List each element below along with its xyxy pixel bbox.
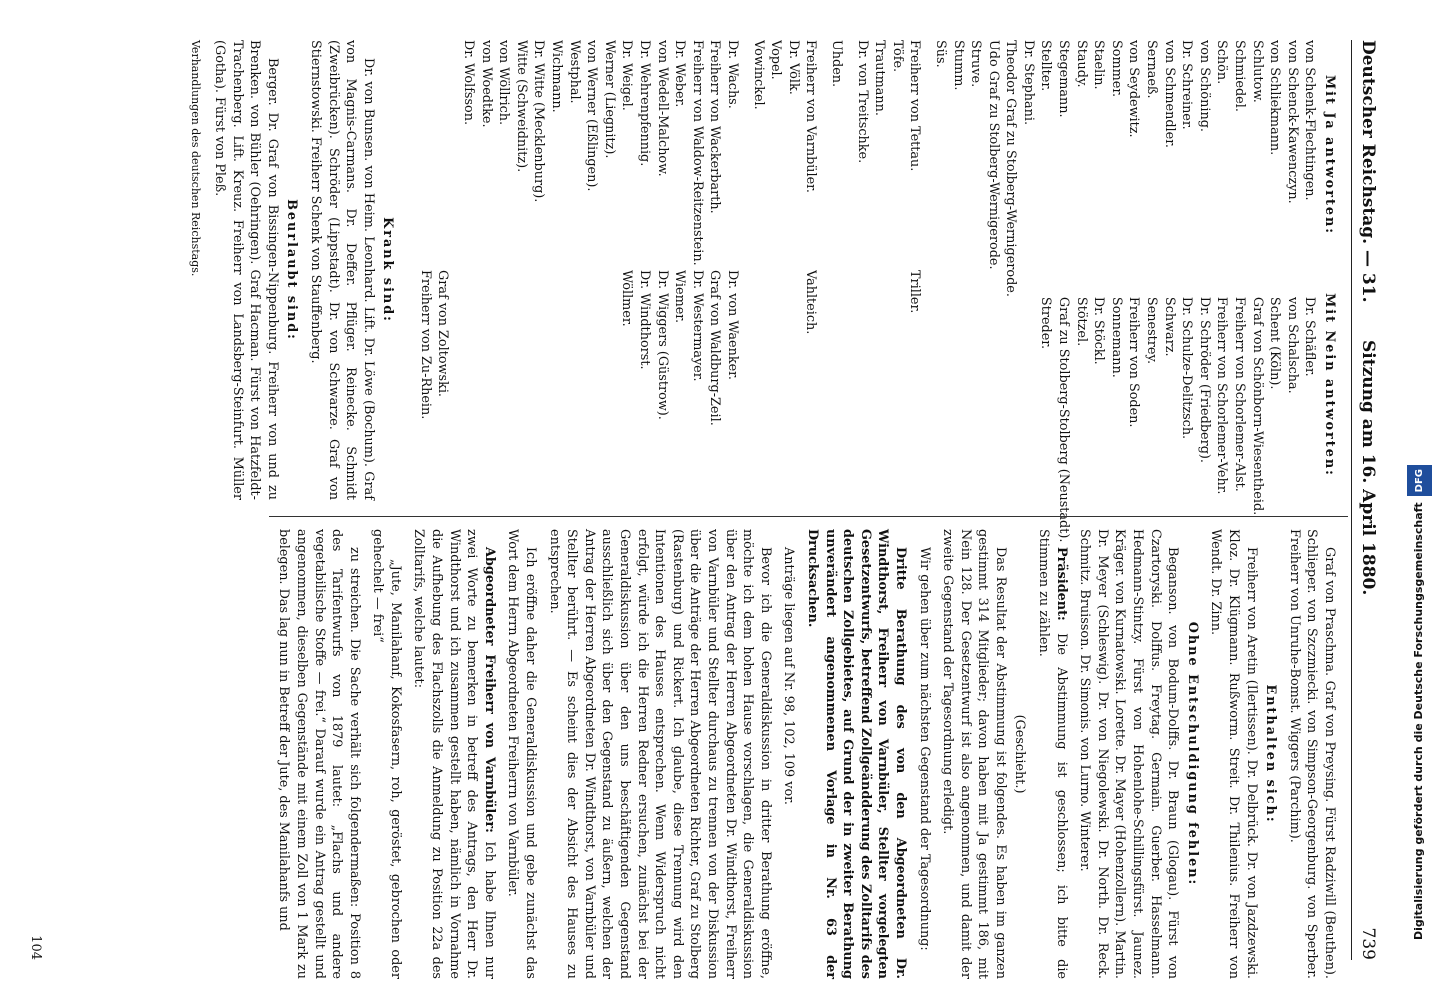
closing-paragraph: zu streichen. Die Sache verhält sich folgendermaßen: Position 8 des Tarifentwurfs von 1879 lautet: „Flachs und andere vegetabilische Stoffe — frei.“ Darauf wurde ein Antrag gestellt und angenommen, dieselben Gegenstände mit einem Zoll von 1 Mark zu belegen. Das lag nun in Betreff der Jute, des Manilahanfs und [276, 529, 362, 979]
speaker-text: Ich habe Ihnen nur zwei Worte zu bemerken in betreff des Antrags, den Herr Dr. Windthorst und ich zusammen gestellt haben, nämlich in Vornahme die Aufhebung des Flachszolls die Anmeldung zu Position 22a des Zolltarifs, welche lautet: [411, 529, 497, 979]
nein-name: Stötzel. [1073, 296, 1089, 347]
nein-names [416, 270, 451, 500]
ohne-list: Beganson. von Bodum-Dolffs. Dr. Braun (Glogau). Fürst von Czartoryski. Dolffus. Freytag. Germain. Guerber. Hasselmann. Hedmann-Stintzy. Fürst von Hohenlohe-Schillingsfürst. Jaunez. Kräger. von Kurnatowski. Lorette. Dr. Mayer (Hohenzollern). Martin. Dr. Meyer (Schleswig). Dr. von Niegolewski. Dr. North. Dr. Reck. Schmitz. Bruisson. Dr. Simonis. von Lurno. Winterer. [1077, 529, 1181, 979]
vote-groups [416, 40, 1318, 543]
ja-name: Trautmann. [872, 40, 888, 116]
nein-name: Freiherr von Schorlemer-Vehr. [1214, 296, 1230, 495]
nein-name: Freiherr von Schorlemer-Alst. [1232, 296, 1248, 492]
credit-label: Digitalisierung gefördert durch die Deutsche Forschungsgemeinschaft [1412, 502, 1425, 940]
agenda-item: Dritte Berathung des von den Abgeordneten Dr. Windthorst, Freiherr von Varnbüler, Stellter vorgelegten Gesetzentwurfs, betreffend Zollgeändderung des Zolltarifs des deutschen Zollgebietes, auf Grund der in zweiter Berathung unverändert angenommenen Vorlage in Nr. 63 der Drucksachen. [804, 529, 908, 979]
vote-group [931, 40, 1318, 543]
ja-name: Struve. [968, 40, 984, 88]
ja-names [931, 40, 1318, 297]
ja-name: Schmiedel. [1232, 40, 1248, 112]
nein-name: von Schalscha. [1284, 296, 1300, 394]
ja-name: Staelin. [1091, 40, 1107, 90]
nein-name: Dr. Windthorst. [637, 270, 653, 370]
speech-paragraph: Bevor ich die Generaldiskussion in dritter Berathung eröffne, möchte ich dem hohen Hause vorschlagen, die Generaldiskussion über den Antrag der Herren Abgeordneten Dr. Windthorst, Freiherr von Varnbüler und Stellter durchaus zu trennen von der Diskussion über die Anträge der Herren Abgeordneten Richter, Graf zu Stolberg (Rastenburg) und Rickert. Ich glaube, diese Trennung wird den Intentionen des Hauses entsprechen. Wenn Widerspruch nicht erfolgt, würde ich die Herren Redner ersuchen, zunächst bei der Generaldiskussion über den uns beschäftigenden Gegenstand ausschließlich sich über den Gegenstand zu äußern, welchen der Antrag der Herren Abgeordneten Dr. Windthorst, von Varnbüler und Stellter berührt. — Es scheint dies der Absicht des Hauses zu entsprechen. [546, 529, 773, 979]
ohne-heading: Ohne Entschuldigung fehlen: [1184, 621, 1200, 887]
page-header [1351, 40, 1382, 960]
page-number: 739 [1358, 927, 1378, 960]
ja-name: Sommer. [1108, 40, 1124, 98]
nein-name: Wiemer. [672, 270, 688, 324]
nein-name: Freiherr von Zu-Rhein. [417, 270, 433, 420]
speaker-label: Präsident: [1053, 547, 1069, 621]
ja-name: Werner (Liegnitz). [601, 40, 617, 159]
nein-name: Sonnemann. [1108, 296, 1124, 378]
credit-strip [1406, 0, 1432, 1000]
ja-heading: Mit Ja antworten: [1322, 74, 1337, 236]
ja-name: Dr. Weber. [672, 40, 688, 108]
ja-name: Sernaeß. [1144, 40, 1160, 99]
ja-name: Dr. Völk. [785, 40, 801, 95]
ja-names [749, 40, 819, 270]
ja-name: Dr. Wolfsson. [461, 40, 477, 126]
nein-name: Freiherr von Soden. [1126, 296, 1142, 428]
vote-group [853, 40, 923, 500]
header-left: Deutscher Reichstag. — 31. [1358, 40, 1378, 303]
ja-name: Westphal. [566, 40, 582, 104]
speaker-paragraph [410, 529, 498, 979]
ja-name: Wichmann. [549, 40, 565, 113]
right-column [269, 516, 1348, 979]
opening-paragraph: Ich eröffne daher die Generaldiskussion und gebe zunächst das Wort dem Herrn Abgeordneten Freiherrn von Varnbüler. [505, 529, 539, 979]
nein-name: Wöllmer. [619, 270, 635, 327]
ja-names [827, 40, 845, 270]
ja-name: von Wedell-Malchow. [654, 40, 670, 177]
nein-name: Dr. Schäfler. [1302, 296, 1318, 377]
ja-names [416, 40, 451, 270]
geschieht-note: (Geschieht.) [1012, 714, 1028, 794]
ja-name: Dr. Wachs. [725, 40, 740, 109]
nein-name: Streder. [1038, 296, 1054, 350]
ja-name: Uhden. [828, 40, 844, 88]
ja-name: Theodor Graf zu Stolberg-Wernigerode. [1003, 40, 1019, 297]
ja-name: von Schliekmann. [1267, 40, 1283, 156]
header-session: Sitzung am 16. April 1880. [1358, 340, 1378, 596]
nein-names [931, 297, 1318, 543]
ja-name: Vopel. [768, 40, 784, 80]
nein-name: Vahlteich. [803, 270, 819, 335]
ja-name: Vowinckel. [750, 40, 766, 110]
ja-name: Staudy. [1073, 40, 1089, 88]
nein-name: Graf von Waldburg-Zeil. [707, 270, 723, 426]
nein-name: Triller. [907, 270, 923, 314]
nein-name: Dr. Schulze-Delitzsch. [1179, 296, 1195, 440]
nein-name: Graf zu Stolberg-Stolberg (Neustadt). [1056, 296, 1072, 543]
nein-name: Schwarz. [1161, 296, 1177, 357]
ja-names [460, 40, 742, 270]
ja-name: Freiherr von Wackerbarth. [707, 40, 723, 214]
ja-name: von Schöning. [1196, 40, 1212, 132]
nein-name: Dr. Wiggers (Güstrow). [654, 270, 670, 420]
nein-names [827, 270, 845, 500]
nein-name: Dr. von Waenker. [725, 270, 740, 380]
nein-names [460, 270, 742, 500]
ja-name: Freiherr von Waldow-Reitzenstein. [689, 40, 705, 266]
left-column [187, 40, 1340, 543]
ja-name: von Woedtke. [478, 40, 494, 128]
ja-name: von Seydewitz. [1126, 40, 1142, 138]
praesident-statement [1035, 529, 1070, 979]
ja-name: Dr. Wehrenpfennig. [637, 40, 653, 167]
nein-name: Schent (Köln). [1267, 296, 1283, 390]
ja-name: Freiherr von Tettau. [907, 40, 923, 172]
ja-name: Schön. [1214, 40, 1230, 85]
page-footer: Verhandlungen des deutschen Reichstags. [189, 40, 203, 277]
vote-group [460, 40, 742, 500]
ja-name: Stegemann. [1056, 40, 1072, 118]
nein-name: Dr. Stöckl. [1091, 296, 1107, 365]
praesident-text: Die Abstimmung ist geschlossen; ich bitte die Stimmen zu zählen. [1036, 529, 1069, 979]
ja-name: Dr. Weigel. [619, 40, 635, 111]
ja-name: Witte (Schweidnitz). [513, 40, 529, 173]
ja-names [853, 40, 923, 270]
nein-heading: Mit Nein antworten: [1322, 293, 1337, 477]
nein-names [853, 270, 923, 500]
sheet-signature: 104 [28, 935, 43, 960]
ja-name: von Wöllrich. [496, 40, 512, 126]
ja-name: Stumm. [950, 40, 966, 91]
ja-name: Schlutow. [1249, 40, 1265, 103]
credit-text [1406, 0, 1432, 1000]
ja-name: Freiherr von Varnbüler. [803, 40, 819, 193]
motions-line: Anträge liegen auf Nr. 98, 102, 109 vor. [781, 547, 797, 805]
nein-names [749, 270, 819, 500]
vote-group [827, 40, 845, 500]
ja-name: Udo Graf zu Stolberg-Wernigerode. [985, 40, 1001, 270]
ja-name: Töfe. [889, 40, 905, 73]
ja-name: Süs. [932, 40, 948, 68]
intro-names: Graf von Praschma. Graf von Preysing. Fürst Radziwill (Beuthen). Schlieper. von Szczmiecki. von Simpson-Georgenburg. von Sperber. Freiherr von Unruhe-Bomst. Wiggers (Parchim). [1286, 529, 1337, 979]
vote-group [749, 40, 819, 500]
ja-name: Dr. Schreiner. [1179, 40, 1195, 130]
krank-heading: Krank sind: [380, 217, 396, 323]
ja-name: Dr. Stephani. [1020, 40, 1036, 126]
ja-name: Dr. von Treitschke. [854, 40, 870, 164]
ja-name: Dr. Witte (Mecklenburg). [531, 40, 547, 203]
speaker-name: Abgeordneter Freiherr von Varnbüler: [481, 547, 497, 833]
nein-name: Graf von Schönborn-Wiesentheid. [1249, 296, 1265, 516]
beurlaubt-list: Berger. Dr. Graf von Bissingen-Nippenburg. Freiherr von und zu Brenken. von Bühler (Oehringen). Graf Hacman. Fürst von Hatzfeldt-Trachenberg. Lift. Kreuz. Freiherr von Landsberg-Steinfurt. Müller (Gotha). Fürst von Pleß. [211, 40, 280, 500]
ja-name: Stellter. [1038, 40, 1054, 92]
enthalten-heading: Enthalten sich: [1263, 684, 1279, 824]
nein-name: Dr. Westermayer. [689, 270, 705, 382]
enthalten-list: Freiherr von Aretin (Ilertissen). Dr. Delbrück. Dr. von Jazdzewski. Kloz. Dr. Klügmann. Rußworm. Streit. Dr. Thilenius. Freiherr von Wendt. Dr. Zinn. [1208, 529, 1259, 979]
quote: „Jute, Manilahanf, Kokosfasern, roh, geröstet, gebrochen oder gehechelt — frei“ [370, 529, 403, 979]
ja-name: von Schenk-Flechtingen. [1302, 40, 1318, 201]
ja-name: von Werner (Eßlingen). [584, 40, 600, 192]
dfg-logo: DFG [1407, 465, 1432, 496]
vote-group [416, 40, 451, 500]
result-paragraph: Das Resultat der Abstimmung ist folgendes. Es haben im ganzen gestimmt 314 Mitglieder; davon haben mit Ja gestimmt 186, mit Nein 128. Der Gesetzentwurf ist also angenommen, und damit der zweite Gegenstand der Tagesordnung erledigt. [940, 529, 1008, 979]
nein-name: Senestrey. [1144, 296, 1160, 365]
beurlaubt-heading: Beurlaubt sind: [284, 199, 300, 341]
ja-name: von Schmendler. [1161, 40, 1177, 149]
krank-list: Dr. von Bunsen. von Heim. Leonhard. Lift. Dr. Löwe (Bochum). Graf von Magnis-Carmans. Dr. Deffer. Pflüger. Reinecke. Schmidt (Zweibrücken). Schröder (Lippstadt). Dr. von Schwarze. Graf von Stiernstowski. Freiherr Schenk von Stauffenberg. [307, 40, 376, 500]
nein-name: Graf von Zoltowski. [435, 270, 451, 397]
ja-name: von Schenck-Kawenczyn. [1284, 40, 1300, 204]
nein-name: Dr. Schröder (Friedberg). [1196, 296, 1212, 463]
next-item-paragraph: Wir gehen über zum nächsten Gegenstand der Tagesordnung: [916, 547, 932, 951]
